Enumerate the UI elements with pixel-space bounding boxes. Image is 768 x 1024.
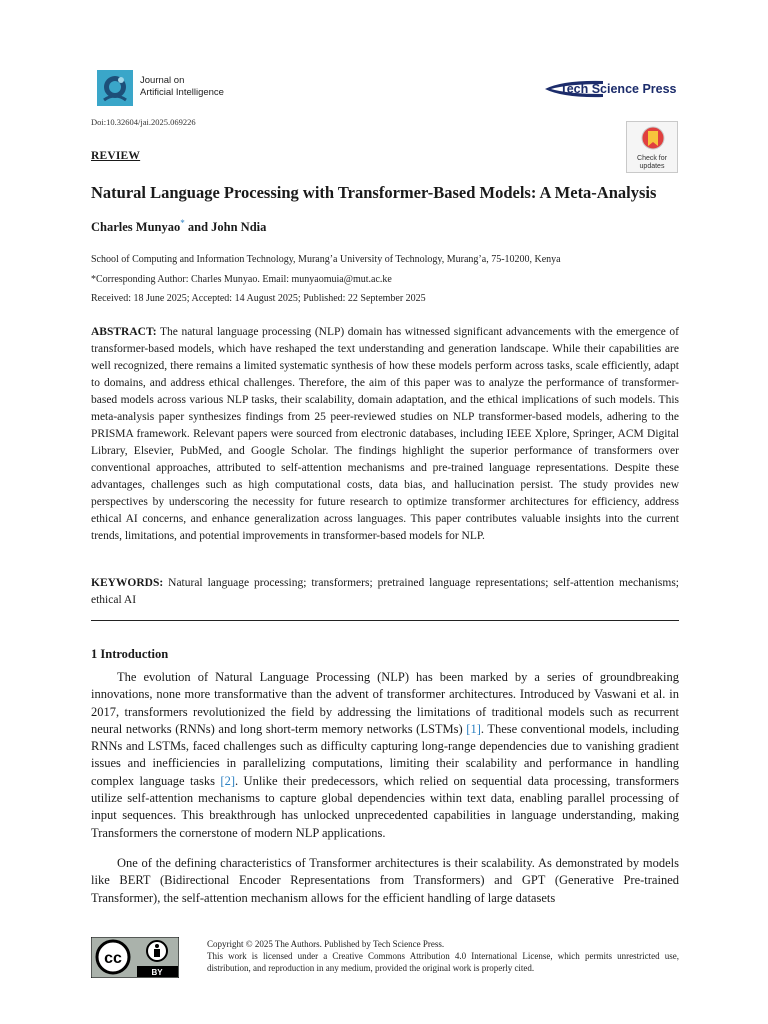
check-for-updates-label [627, 155, 677, 171]
check-for-updates-badge[interactable] [626, 121, 678, 173]
check-updates-line2: updates [639, 163, 665, 170]
abstract [91, 324, 679, 545]
bookmark-icon [641, 126, 665, 154]
article-type: REVIEW [91, 150, 141, 162]
keywords-label: KEYWORDS: [91, 577, 164, 589]
section-divider [91, 620, 679, 621]
license-footer [207, 938, 679, 975]
journal-name-line1: Journal on [140, 75, 185, 86]
intro-p1-part-b: . These conventional models, including RNNs and LSTMs, faced challenges such as difficulty capturing long-range dependencies due to vanishing gradient issues and inefficiencies in parallelizing computations, limiting their scalability and performance in handling complex language tasks [91, 721, 679, 788]
authors [91, 218, 266, 235]
keywords [91, 575, 679, 609]
publisher-logo [543, 78, 683, 100]
citation-link-2[interactable]: [2] [220, 773, 235, 788]
check-updates-line1: Check for [637, 155, 667, 162]
section-heading-introduction: 1 Introduction [91, 647, 169, 661]
corresponding-mark[interactable]: * [180, 218, 185, 228]
journal-name-line2: Artificial Intelligence [140, 87, 224, 98]
journal-name [140, 75, 224, 99]
by-label: BY [151, 968, 163, 977]
intro-paragraph-1 [91, 669, 679, 842]
publication-dates: Received: 18 June 2025; Accepted: 14 August 2025; Published: 22 September 2025 [91, 293, 426, 304]
journal-logo-icon [97, 70, 133, 106]
abstract-text: The natural language processing (NLP) domain has witnessed significant advancements with the emergence of transformer-based models, which have reshaped the text understanding and generation landscape. While their capabilities are well recognized, there remains a limited systematic synthesis of how these models perform across tasks, scale efficiently, adapt to domains, and address ethical challenges. Therefore, the aim of this paper was to analyze the performance of transformer-based models across various NLP tasks, their scalability, domain adaptation, and the ethical implications of such models. This meta-analysis paper synthesizes findings from 25 peer-reviewed studies on NLP transformer-based models, adhering to the PRISMA framework. Relevant papers were sourced from electronic databases, including IEEE Xplore, Springer, ACM Digital Library, Elsevier, PubMed, and Google Scholar. The findings highlight the superior performance of transformers over conventional approaches, attributed to self-attention mechanisms and pre-trained language representations. Despite these advantages, challenges such as high computational costs, data bias, and hallucination persist. The study provides new perspectives by underscoring the necessity for future research to optimize transformer architectures for efficiency, address ethical AI concerns, and enhance generalization across languages. This paper contributes valuable insights into the current trends, limitations, and potential improvements in transformer-based models for NLP. [91, 326, 679, 542]
copyright-line: Copyright © 2025 The Authors. Published by Tech Science Press. [207, 939, 445, 949]
author-2: and John Ndia [184, 220, 267, 235]
keywords-text: Natural language processing; transformers; pretrained language representations; self-attention mechanisms; ethical AI [91, 577, 679, 606]
intro-p1-part-c: . Unlike their predecessors, which relied on sequential data processing, transformers utilize self-attention mechanisms to capture global dependencies within text data, enabling parallel processing of input sequences. This breakthrough has unlocked unprecedented capabilities in language understanding, making Transformers the cornerstone of modern NLP applications. [91, 773, 679, 840]
abstract-label: ABSTRACT: [91, 326, 157, 338]
publisher-name: Tech Science Press [560, 82, 677, 96]
corresponding-author: *Corresponding Author: Charles Munyao. Email: munyaomuia@mut.ac.ke [91, 274, 392, 285]
author-1: Charles Munyao [91, 220, 181, 235]
cc-label: cc [104, 950, 122, 967]
intro-paragraph-2: One of the defining characteristics of Transformer architectures is their scalability. As demonstrated by models like BERT (Bidirectional Encoder Representations from Transformers) and GPT (Generative Pre-trained Transformer), the self-attention mechanism allows for the efficient handling of large datasets [91, 856, 679, 905]
citation-link-1[interactable]: [1] [466, 721, 481, 736]
doi[interactable]: Doi:10.32604/jai.2025.069226 [91, 117, 196, 127]
affiliation: School of Computing and Information Technology, Murang’a University of Technology, Murang’a, 75-10200, Kenya [91, 254, 561, 265]
intro-p1-part-a: The evolution of Natural Language Processing (NLP) has been marked by a series of groundbreaking innovations, none more transformative than the advent of transformer architectures. Introduced by Vaswani et al. in 2017, transformers revolutionized the field by addressing the limitations of traditional models such as recurrent neural networks (RNNs) and long short-term memory networks (LSTMs) [91, 670, 679, 736]
cc-by-license-icon[interactable] [91, 937, 179, 978]
paper-title: Natural Language Processing with Transformer-Based Models: A Meta-Analysis [91, 183, 657, 202]
license-text: This work is licensed under a Creative Commons Attribution 4.0 International License, which permits unrestricted use, distribution, and reproduction in any medium, provided the original work is properly cited. [207, 951, 679, 974]
